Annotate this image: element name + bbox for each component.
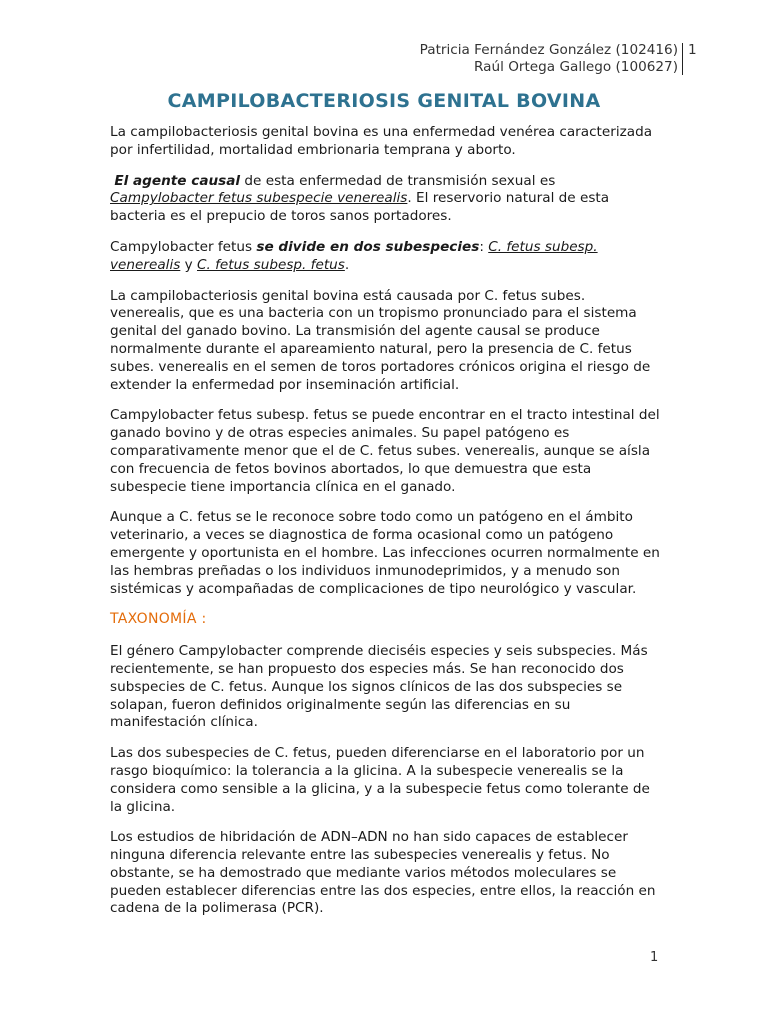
- paragraph-transmission: La campilobacteriosis genital bovina está causada por C. fetus subes. venerealis, que es una bacteria con un tropismo pronunciado para el sistema genital del ganado bovino. La transmisión del agente causal se produce normalmente durante el apareamiento natural, pero la presencia de C. fetus subes. venerealis en el semen de toros portadores crónicos origina el riesgo de extender la enfermedad por inseminación artificial.: [110, 287, 651, 393]
- running-header: [420, 42, 678, 76]
- bold-causal-agent: El agente causal: [114, 172, 241, 189]
- footer-page-number: 1: [650, 950, 659, 965]
- paragraph-fetus-subspecies: Campylobacter fetus subesp. fetus se puede encontrar en el tracto intestinal del ganado bovino y de otras especies animales. Su papel patógeno es comparativamente menor que el de C. fetus subes. venerealis, aunque se aísla con frecuencia de fetos bovinos abortados, lo que demuestra que esta subespecie tiene importancia clínica en el ganado.: [110, 407, 660, 495]
- subspecies-link-venerealis[interactable]: C. fetus subesp. venerealis: [110, 238, 598, 273]
- header-author-1: Patricia Fernández González (102416): [419, 42, 678, 58]
- section-heading-taxonomia: TAXONOMÍA :: [110, 611, 207, 628]
- document-title: CAMPILOBACTERIOSIS GENITAL BOVINA: [167, 90, 601, 112]
- text-segment: Campylobacter fetus: [110, 238, 257, 255]
- header-divider: [682, 43, 683, 75]
- paragraph-causal-agent: [110, 173, 662, 226]
- document-body: [110, 124, 662, 931]
- header-author-2: Raúl Ortega Gallego (100627): [474, 59, 678, 75]
- text-segment: y: [180, 256, 197, 273]
- paragraph-genus: El género Campylobacter comprende dieciséis especies y seis subspecies. Más recientemente, se han propuesto dos especies más. Se han reconocido dos subspecies de C. fetus. Aunque los signos clínicos de las dos subspecies se solapan, fueron definidos originalmente según las diferencias en su manifestación clínica.: [110, 643, 648, 731]
- header-page-number: 1: [688, 42, 697, 58]
- species-link[interactable]: Campylobacter fetus subespecie venerealis: [110, 190, 408, 207]
- bold-subspecies: se divide en dos subespecies: [256, 238, 480, 255]
- text-segment: :: [479, 238, 489, 255]
- text-segment: de esta enfermedad de transmisión sexual es: [240, 172, 556, 189]
- paragraph-dna-hybridization: Los estudios de hibridación de ADN–ADN no han sido capaces de establecer ninguna diferencia relevante entre las subespecies venerealis y fetus. No obstante, se ha demostrado que mediante varios métodos moleculares se pueden establecer diferencias entre las dos especies, entre ellos, la reacción en cadena de la polimerasa (PCR).: [110, 829, 656, 917]
- text-segment: .: [344, 256, 350, 273]
- paragraph-glycine: Las dos subespecies de C. fetus, pueden diferenciarse en el laboratorio por un rasgo bioquímico: la tolerancia a la glicina. A la subespecie venerealis se la considera como sensible a la glicina, y a la subespecie fetus como tolerante de la glicina.: [110, 745, 650, 815]
- paragraph-intro: La campilobacteriosis genital bovina es una enfermedad venérea caracterizada por infertilidad, mortalidad embrionaria temprana y aborto.: [110, 124, 653, 158]
- text-segment: . El reservorio natural de esta bacteria es el prepucio de toros sanos portadores.: [110, 190, 610, 225]
- subspecies-link-fetus[interactable]: C. fetus subesp. fetus: [197, 256, 345, 273]
- paragraph-subspecies: [110, 239, 662, 275]
- paragraph-human-infection: Aunque a C. fetus se le reconoce sobre todo como un patógeno en el ámbito veterinario, a veces se diagnostica de forma ocasional como un patógeno emergente y oportunista en el hombre. Las infecciones ocurren normalmente en las hembras preñadas o los individuos inmunodeprimidos, y a menudo son sistémicas y acompañadas de complicaciones de tipo neurológico y vascular.: [110, 509, 660, 597]
